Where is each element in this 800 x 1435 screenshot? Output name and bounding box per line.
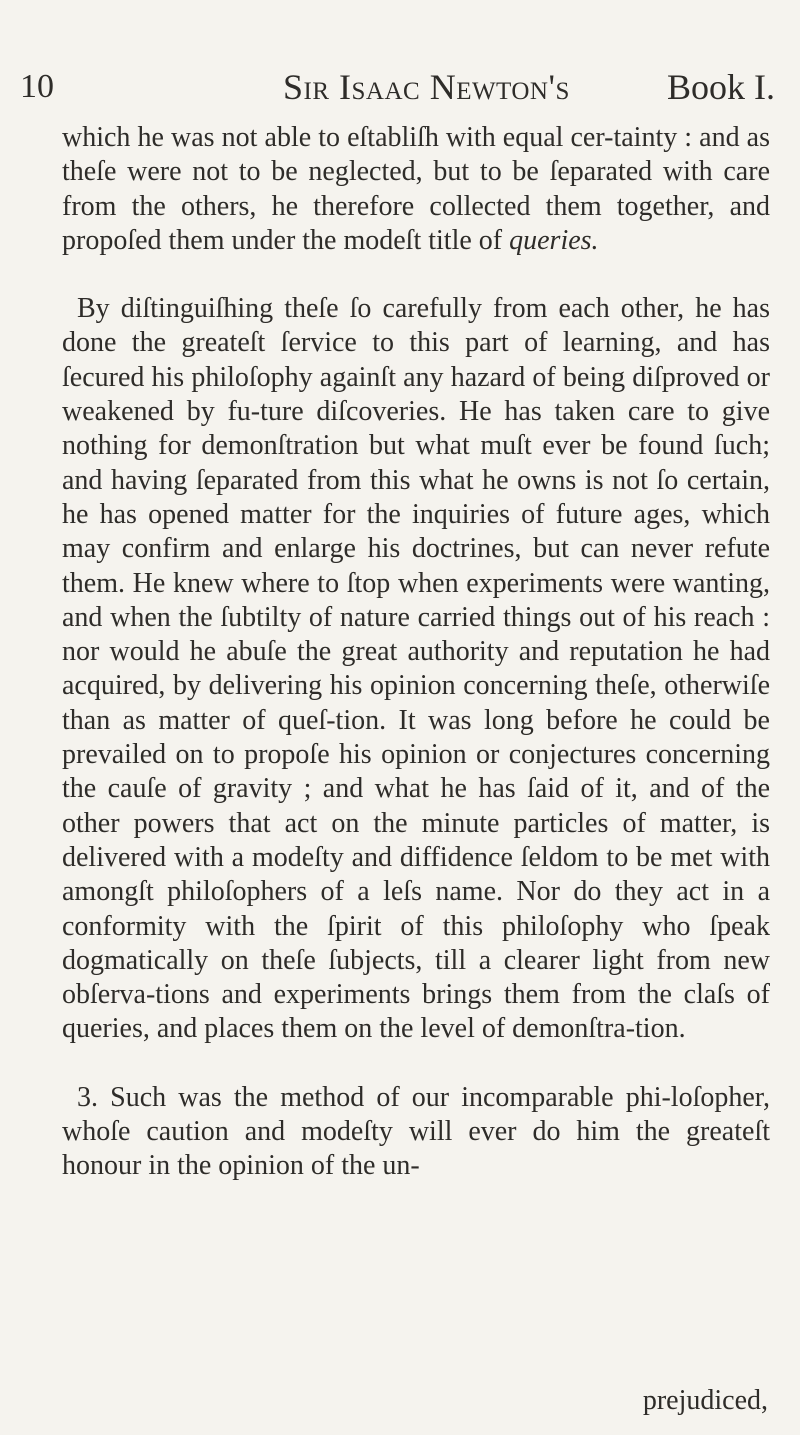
paragraph-3: 3. Such was the method of our incomparable phi-loſopher, whoſe caution and modeſty will ever do him the greateſt honour in the opinion of the un- [62,1081,770,1182]
paragraph-1 [62,121,770,258]
paragraph-1-text: which he was not able to eſtabliſh with equal cer-tainty : and as theſe were not to be neglected, but to be ſeparated with care from the others, he therefore collected them together, and propoſed them under the modeſt title of [62,122,770,256]
catchword: prejudiced, [642,1385,768,1416]
running-head [20,64,775,110]
queries-italic: queries. [509,224,599,256]
body-text [62,121,770,1184]
page-number: 10 [20,68,54,105]
paragraph-2: By diſtinguiſhing theſe ſo carefully from each other, he has done the greateſt ſervice to this part of learning, and has ſecured his philoſophy againſt any hazard of being diſproved or weakened by fu-ture diſcoveries. He has taken care to give nothing for demonſtration but what muſt ever be found ſuch; and having ſeparated from this what he owns is not ſo certain, he has opened matter for the inquiries of future ages, which may confirm and enlarge his doctrines, but can never refute them. He knew where to ſtop when experiments were wanting, and when the ſubtilty of nature carried things out of his reach : nor would he abuſe the great authority and reputation he had acquired, by delivering his opinion concerning theſe, otherwiſe than as matter of queſ-tion. It was long before he could be prevailed on to propoſe his opinion or conjectures concerning the cauſe of gravity ; and what he has ſaid of it, and of the other powers that act on the minute particles of matter, is delivered with a modeſty and diffidence ſeldom to be met with amongſt philoſophers of a leſs name. Nor do they act in a conformity with the ſpirit of this philoſophy who ſpeak dogmatically on theſe ſubjects, till a clearer light from new obſerva-tions and experiments brings them from the claſs of queries, and places them on the level of demonſtra-tion. [62,293,770,1045]
book-label: Book I. [667,67,775,107]
running-title: Sir Isaac Newton's [283,67,570,107]
